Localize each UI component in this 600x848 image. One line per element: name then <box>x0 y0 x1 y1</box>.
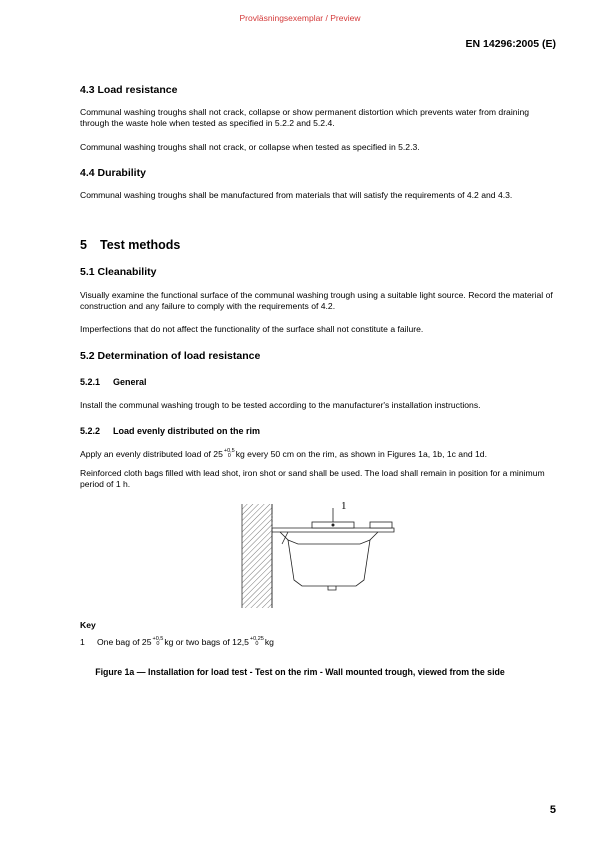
trough <box>272 528 394 590</box>
paragraph-5-1-1: Visually examine the functional surface of the communal washing trough using a suitable light source. Record the material of construction and any failure to comply with the requirements of 4.2. <box>80 290 553 312</box>
paragraph-4-3-1: Communal washing troughs shall not crack, collapse or show permanent distortion which prevents water from draining through the waste hole when tested as specified in 5.2.2 and 5.2.4. <box>80 107 529 129</box>
paragraph-5-2-1: Install the communal washing trough to be tested according to the manufacturer's installation instructions. <box>80 400 481 410</box>
tolerance: +0,5 0 <box>223 447 235 459</box>
text-run: kg every 50 cm on the rim, as shown in Figures 1a, 1b, 1c and 1d. <box>235 449 487 459</box>
tolerance: +0,25 0 <box>249 635 264 647</box>
key-item-1 <box>80 637 274 648</box>
heading-5-2-2 <box>80 426 260 436</box>
paragraph-5-2-2-1 <box>80 449 558 460</box>
subsection-number: 5.2.1 <box>80 377 101 387</box>
document-id: EN 14296:2005 (E) <box>465 38 556 50</box>
key-text: kg <box>264 637 274 647</box>
key-title: Key <box>80 620 96 630</box>
load-bag <box>312 508 392 528</box>
paragraph-4-4-1: Communal washing troughs shall be manufactured from materials that will satisfy the requirements of 4.2 and 4.3. <box>80 190 513 200</box>
subsection-title: Load evenly distributed on the rim <box>113 426 261 436</box>
tolerance: +0,5 0 <box>152 635 164 647</box>
text-run: Apply an evenly distributed load of 25 <box>80 449 223 459</box>
figure-1a-drawing <box>236 498 396 610</box>
key-text: kg or two bags of 12,5 <box>164 637 249 647</box>
section-number: 5 <box>80 238 87 252</box>
heading-5 <box>80 238 180 252</box>
paragraph-4-3-2: Communal washing troughs shall not crack, or collapse when tested as specified in 5.2.3. <box>80 142 420 152</box>
figure-caption: Figure 1a — Installation for load test - Test on the rim - Wall mounted trough, viewed from the side <box>95 667 505 677</box>
figure-callout-label: 1 <box>341 500 347 512</box>
page-number: 5 <box>549 804 556 816</box>
key-text: One bag of 25 <box>97 637 152 647</box>
heading-4-3: 4.3 Load resistance <box>80 84 178 96</box>
wall <box>242 504 272 608</box>
section-title: Test methods <box>100 238 181 252</box>
subsection-number: 5.2.2 <box>80 426 101 436</box>
heading-5-2-1 <box>80 377 147 387</box>
subsection-title: General <box>113 377 147 387</box>
key-number: 1 <box>80 637 85 647</box>
paragraph-5-2-2-2: Reinforced cloth bags filled with lead shot, iron shot or sand shall be used. The load shall remain in position for a minimum period of 1 h. <box>80 468 545 490</box>
paragraph-5-1-2: Imperfections that do not affect the functionality of the surface shall not constitute a failure. <box>80 324 424 334</box>
preview-watermark: Provläsningsexemplar / Preview <box>239 13 361 23</box>
heading-5-2: 5.2 Determination of load resistance <box>80 350 261 362</box>
heading-5-1: 5.1 Cleanability <box>80 266 157 278</box>
heading-4-4: 4.4 Durability <box>80 167 146 179</box>
